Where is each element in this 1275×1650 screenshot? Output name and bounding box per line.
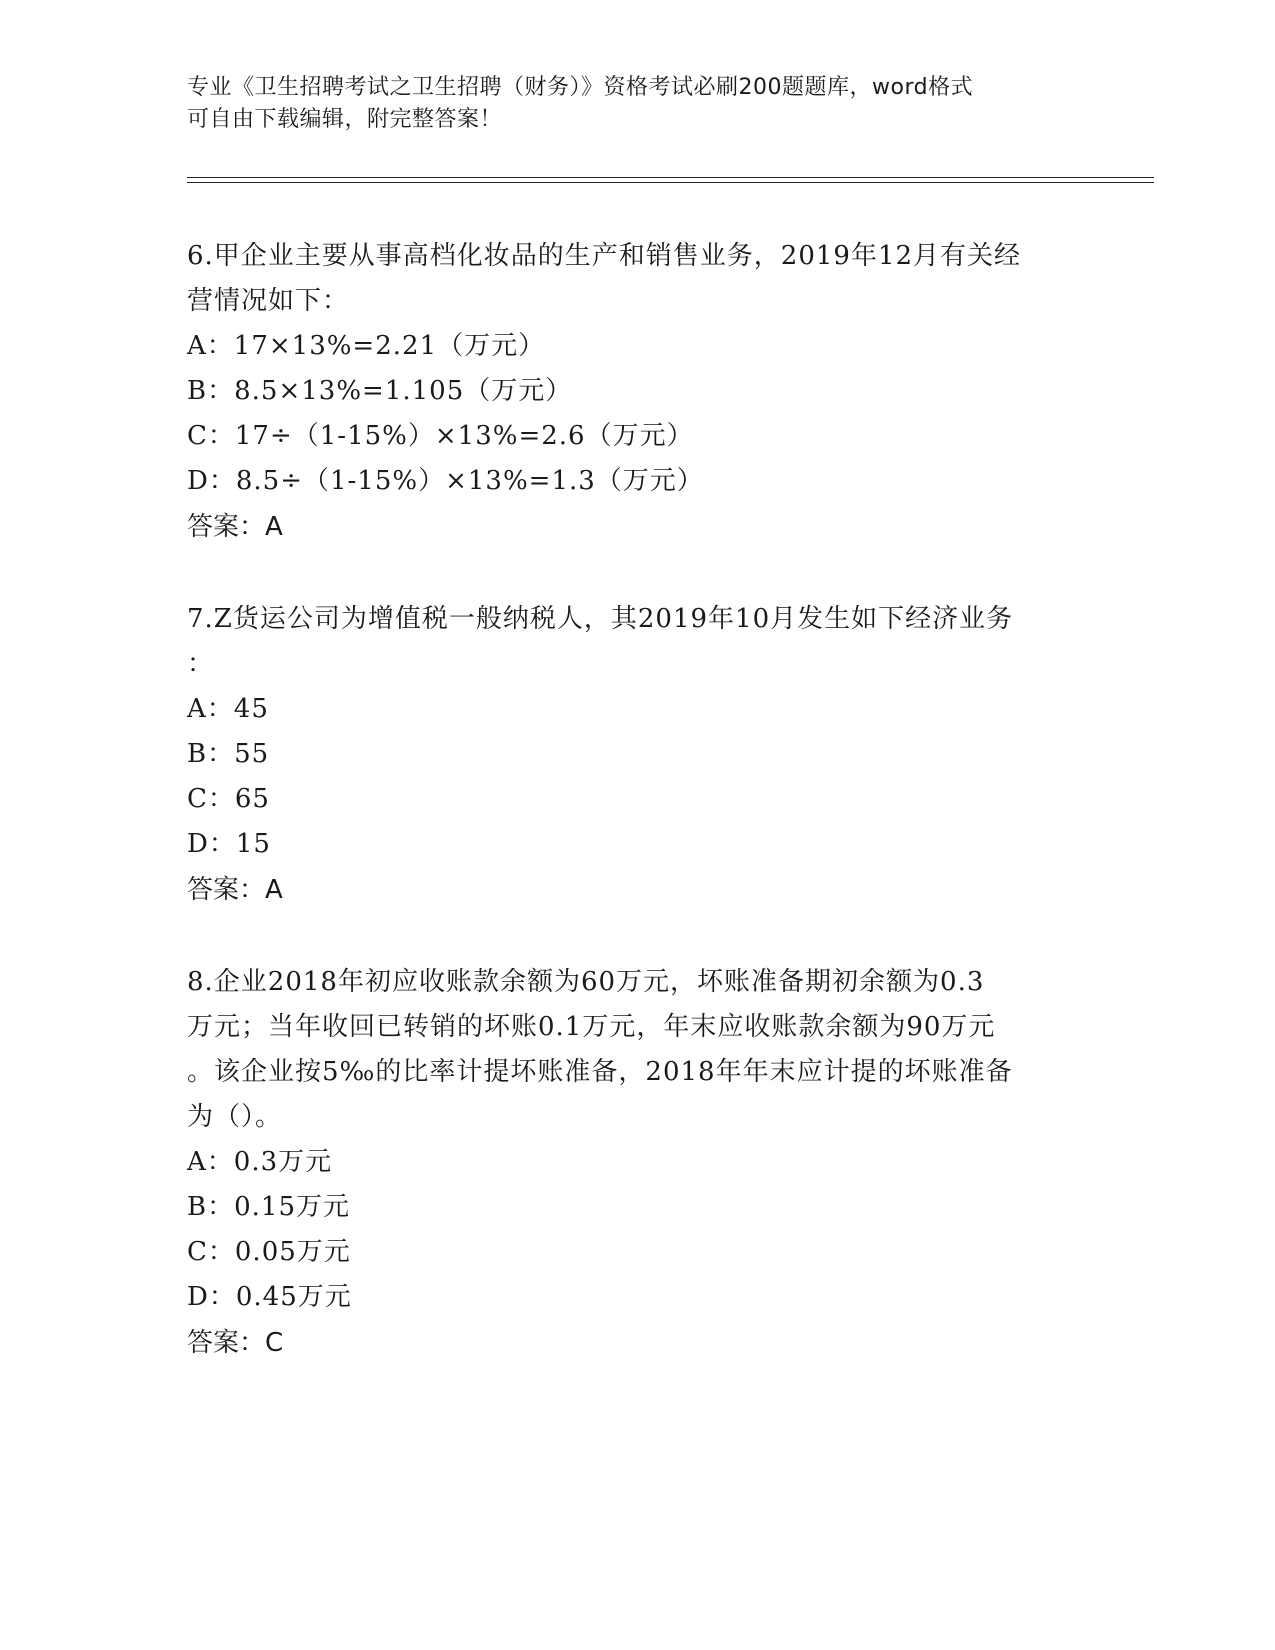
- option-c: C：0.05万元: [187, 1237, 351, 1267]
- option-d: D：15: [187, 829, 271, 859]
- question-8: [187, 960, 1087, 1366]
- option-d: D：8.5÷（1-15%）×13%=1.3（万元）: [187, 466, 704, 496]
- question-6: [187, 234, 1087, 550]
- header-divider-bottom: [187, 182, 1154, 183]
- question-stem-line: 8.企业2018年初应收账款余额为60万元，坏账准备期初余额为0.3: [187, 967, 985, 997]
- document-header: [187, 72, 1087, 136]
- option-a: A：0.3万元: [187, 1147, 333, 1177]
- question-stem-line: 万元；当年收回已转销的坏账0.1万元，年末应收账款余额为90万元: [187, 1012, 996, 1042]
- header-line-2: 可自由下载编辑，附完整答案！: [187, 107, 503, 132]
- question-stem-line: 7.Z货运公司为增值税一般纳税人，其2019年10月发生如下经济业务: [187, 604, 1014, 634]
- question-stem-line: 为（）。: [187, 1102, 283, 1132]
- header-divider-top: [187, 177, 1154, 178]
- question-stem-line: 营情况如下：: [187, 286, 350, 316]
- answer-line: 答案：A: [187, 512, 283, 542]
- option-c: C：65: [187, 784, 270, 814]
- option-a: A：45: [187, 694, 269, 724]
- answer-line: 答案：C: [187, 1328, 284, 1358]
- header-line-1: 专业《卫生招聘考试之卫生招聘（财务）》资格考试必刷200题题库，word格式: [187, 75, 974, 100]
- question-7: [187, 597, 1087, 913]
- option-c: C：17÷（1-15%）×13%=2.6（万元）: [187, 421, 694, 451]
- question-stem-line: 6.甲企业主要从事高档化妆品的生产和销售业务，2019年12月有关经: [187, 241, 1022, 271]
- answer-line: 答案：A: [187, 875, 283, 905]
- option-d: D：0.45万元: [187, 1282, 352, 1312]
- option-b: B：0.15万元: [187, 1192, 350, 1222]
- option-b: B：55: [187, 739, 270, 769]
- question-stem-line: 。该企业按5‰的比率计提坏账准备，2018年年末应计提的坏账准备: [187, 1057, 1013, 1087]
- option-b: B：8.5×13%=1.105（万元）: [187, 376, 573, 406]
- option-a: A：17×13%=2.21（万元）: [187, 331, 546, 361]
- question-stem-line: ：: [187, 649, 215, 679]
